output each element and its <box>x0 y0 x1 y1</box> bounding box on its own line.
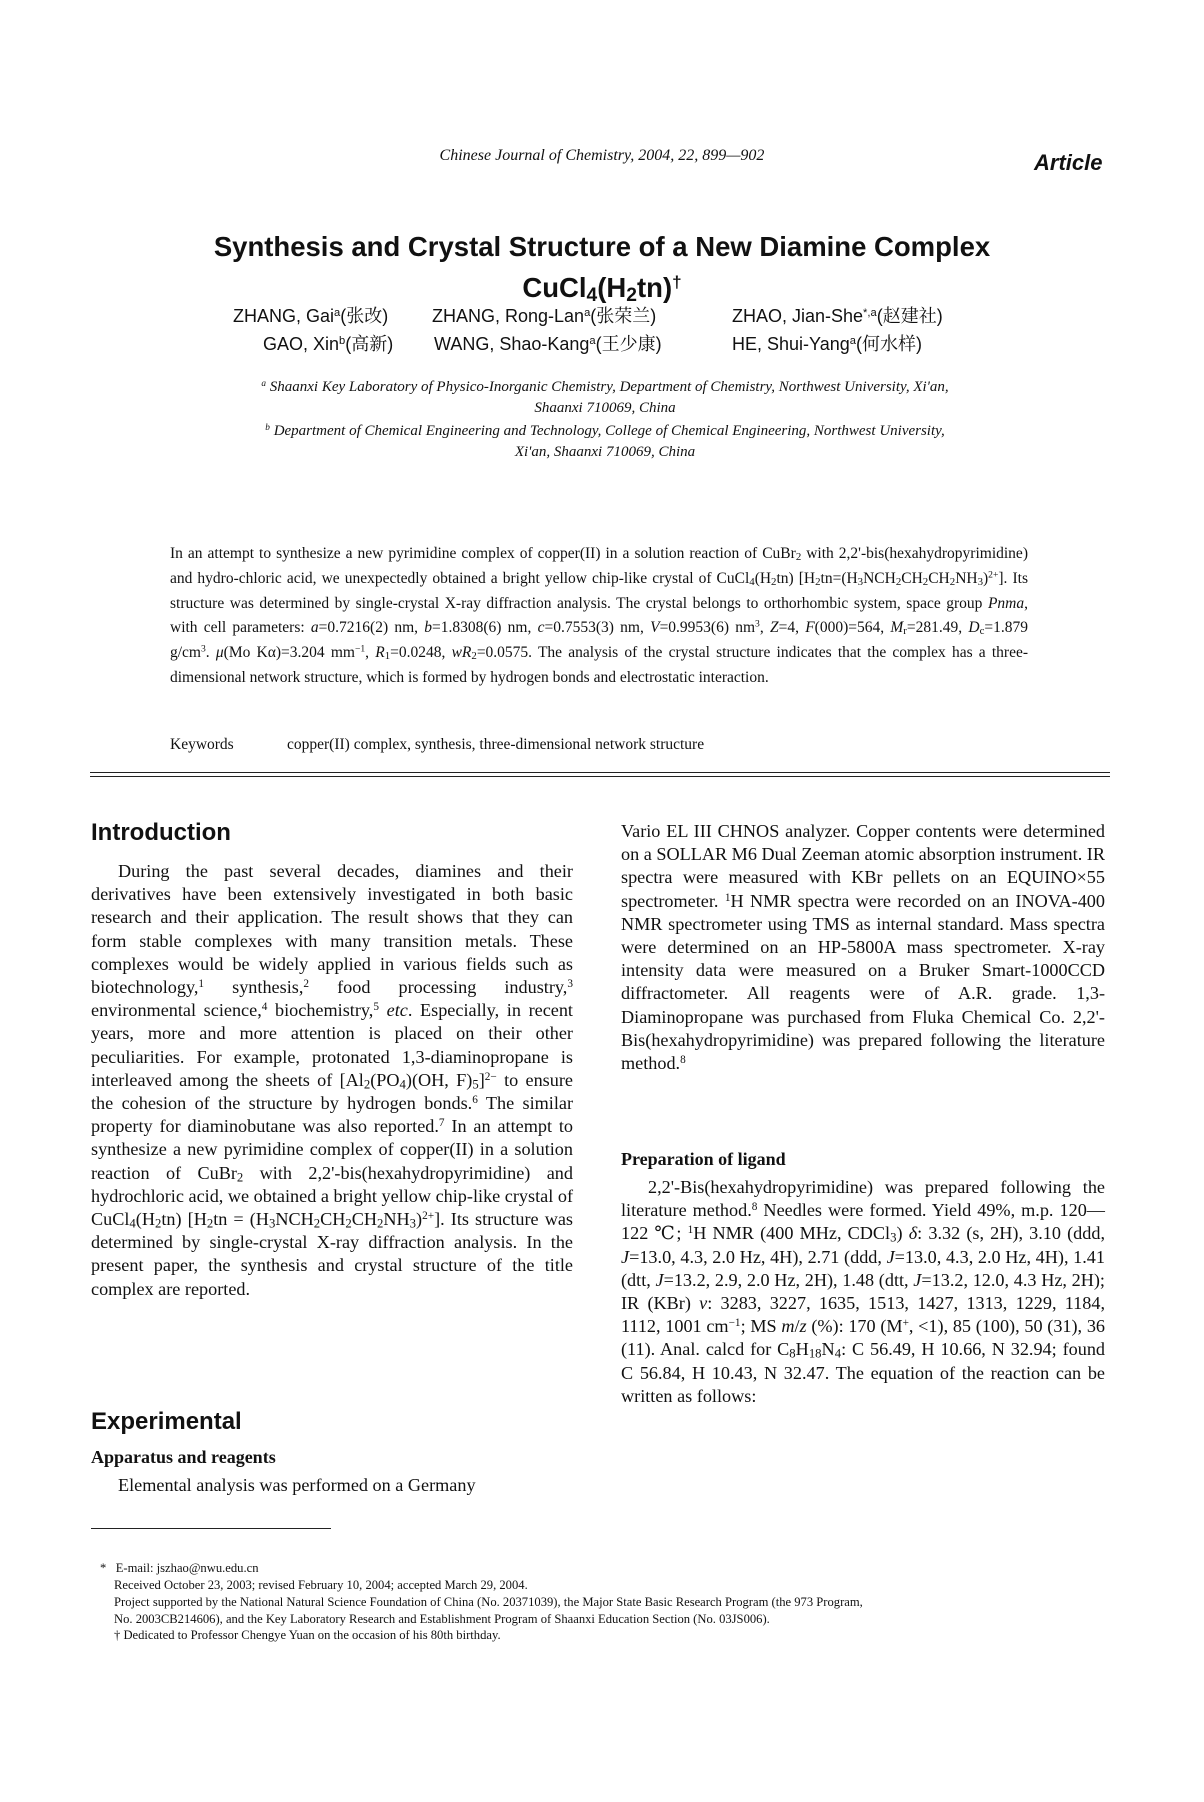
article-type-label: Article <box>1034 150 1103 175</box>
paper-title-formula: $CuCl_4(H_2tn)^\dagger$ <box>522 272 682 306</box>
author-gao-xin: GAO, Xin$^b$(高新) <box>263 334 394 354</box>
journal-citation: Chinese Journal of Chemistry, 2004, 22, 899—902 <box>439 147 765 164</box>
author-wang-shaokang: WANG, Shao-Kang$^a$(王少康) <box>434 334 662 354</box>
section-introduction-heading: Introduction <box>91 819 231 846</box>
affiliation-b: $^b$ Department of Chemical Engineering and Technology, College of Chemical Engineering, Northwest University, Xi'an, Shaanxi 710069, China <box>265 422 945 460</box>
introduction-body: During the past several decades, diamines and their derivatives have been extensively investigated in both basic research and their application. The result shows that they can form stable complexes with many transition metals. These complexes would be widely applied in various fields such as biotechnology,$^1$ synthesis,$^2$ food processing industry,$^3$ environmental science,$^4$ biochemistry,$^5$ etc. Especially, in recent years, more and more attention is placed on their other peculiarities. For example, protonated 1,3-diaminopropane is interleaved among the sheets of [$Al_2(PO_4)(OH$, $F)_5]^{2-}$ to ensure the cohesion of the structure by hydrogen bonds.$^6$ The similar property for diaminobutane was also reported.$^7$ In an attempt to synthesize a new pyrimidine complex of copper(II) in a solution reaction of CuBr$_2$ with 2,2'-bis(hexahydropyrimidine) and hydrochloric acid, we obtained a bright yellow chip-like crystal of $CuCl_4(H_2tn) [H_2tn = (H_3NCH_2CH_2CH_2NH_3)^{2+}]$. Its structure was determined by single-crystal X-ray diffraction analysis. In the present paper, the synthesis and crystal structure of the title complex are reported. <box>91 861 574 1299</box>
section-experimental-heading: Experimental <box>91 1408 242 1435</box>
apparatus-body-continued: Vario EL III CHNOS analyzer. Copper contents were determined on a SOLLAR M6 Dual Zeeman atomic absorption instrument. IR spectra were measured with KBr pellets on an EQUINO×55 spectrometer. $^1$H NMR spectra were recorded on an INOVA-400 NMR spectrometer using TMS as internal standard. Mass spectra were determined on an HP-5800A mass spectrometer. X-ray intensity data were measured on a Bruker Smart-1000CCD diffractometer. All reagents were of A.R. grade. 1,3-Diaminopropane was purchased from Fluka Chemical Co. 2,2'-Bis(hexahydropyrimidine) was prepared following the literature method.$^8$ <box>621 821 1105 1074</box>
footnote-divider <box>91 1528 331 1529</box>
author-zhang-gai: ZHANG, Gai$^a$(张改) <box>233 306 389 326</box>
abstract: In an attempt to synthesize a new pyrimidine complex of copper(II) in a solution reaction of CuBr$_2$ with 2,2'-bis(hexahydropyrimidine) and hydro-chloric acid, we unexpectedly obtained a bright yellow chip-like crystal of $CuCl_4(H_2tn)$ $[H_2tn=(H_3NCH_2CH_2CH_2NH_3)^{2+}]$. Its structure was determined by single-crystal X-ray diffraction analysis. The crystal belongs to orthorhombic system, space group Pnma, with cell parameters: a=0.7216(2) nm, b=1.8308(6) nm, c=0.7553(3) nm, V=0.9953(6) $nm^3$, Z=4, F(000)=564, $M_r=281.49$, $D_c=1.879$ $g/cm^3$. μ(Mo Kα)=3.204 $mm^{-1}$, $R_1=0.0248$, $wR_2=0.0575$. The analysis of the crystal structure indicates that the complex has a three-dimensional network structure, which is formed by hydrogen bonds and electrostatic interaction. <box>170 545 1029 686</box>
apparatus-body-start: Elemental analysis was performed on a Germany <box>118 1475 476 1495</box>
divider-top <box>90 772 1110 773</box>
subsection-apparatus-heading: Apparatus and reagents <box>91 1447 276 1467</box>
author-zhang-ronglan: ZHANG, Rong-Lan$^a$(张荣兰) <box>432 306 657 326</box>
keywords-label: Keywords <box>170 736 234 753</box>
ligand-preparation-body: 2,2'-Bis(hexahydropyrimidine) was prepared following the literature method.$^8$ Needles were formed. Yield 49%, m.p. 120—122 ℃; $^1$H NMR (400 MHz, CDCl$_3$) δ: 3.32 (s, 2H), 3.10 (ddd, J=13.0, 4.3, 2.0 Hz, 4H), 2.71 (ddd, J=13.0, 4.3, 2.0 Hz, 4H), 1.41 (dtt, J=13.2, 2.9, 2.0 Hz, 2H), 1.48 (dtt, J=13.2, 12.0, 4.3 Hz, 2H); IR (KBr) ν: 3283, 3227, 1635, 1513, 1427, 1313, 1229, 1184, 1112, 1001 $cm^{-1}$; MS m/z (%): 170 (M+, <1), 85 (100), 50 (31), 36 (11). Anal. calcd for $C_8H_{18}N_4$: C 56.49, H 10.66, N 32.94; found C 56.84, H 10.43, N 32.47. The equation of the reaction can be written as follows: <box>621 1177 1106 1406</box>
affiliation-a: $^a$ Shaanxi Key Laboratory of Physico-Inorganic Chemistry, Department of Chemistry, Northwest University, Xi'an, Shaanxi 710069, China <box>261 378 949 416</box>
footnote-received: Received October 23, 2003; revised February 10, 2004; accepted March 29, 2004. <box>114 1578 528 1592</box>
footnote-dedication: † Dedicated to Professor Chengye Yuan on the occasion of his 80th birthday. <box>114 1628 501 1642</box>
subsection-ligand-heading: Preparation of ligand <box>621 1149 786 1169</box>
author-he-shuiyang: HE, Shui-Yang$^a$(何水样) <box>732 334 922 354</box>
author-zhao-jianshe: ZHAO, Jian-She$^{*,a}$(赵建社) <box>732 306 943 326</box>
paper-title: Synthesis and Crystal Structure of a New Diamine Complex <box>213 231 991 262</box>
footnote-email: * E-mail: jszhao@nwu.edu.cn <box>100 1561 259 1575</box>
keywords-value: copper(II) complex, synthesis, three-dimensional network structure <box>287 736 705 753</box>
divider-bottom <box>90 776 1110 777</box>
footnote-project-support: Project supported by the National Natural Science Foundation of China (No. 20371039), the Major State Basic Research Program (the 973 Program, No. 2003CB214606), and the Key Laboratory Research and Establishment Program of Shaanxi Education Section (No. 03JS006). <box>114 1595 863 1626</box>
